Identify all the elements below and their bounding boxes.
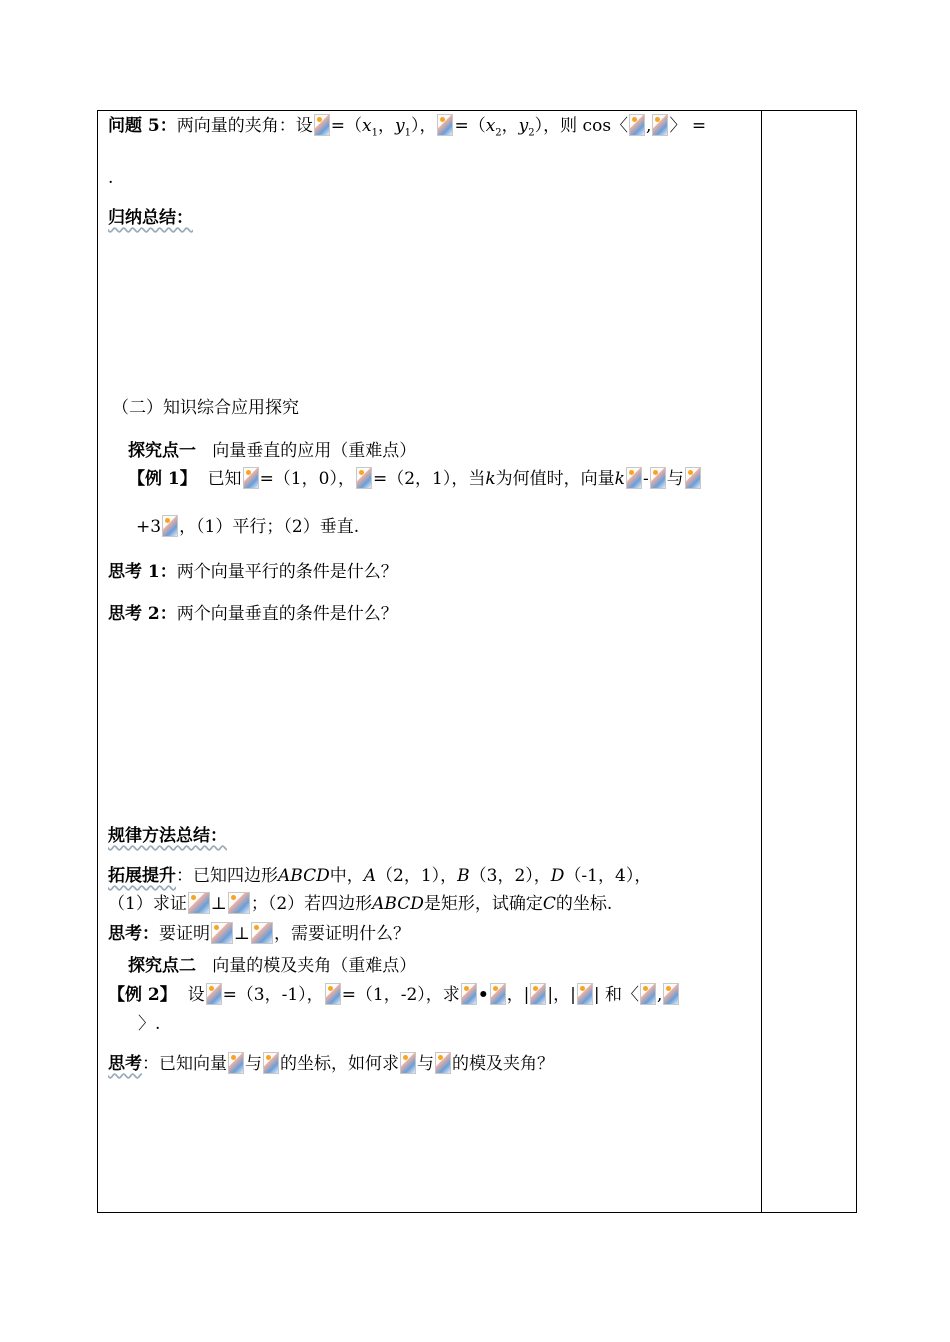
explore-point-2 [128, 954, 416, 978]
text: |，| [547, 985, 576, 1005]
text: 设 [187, 985, 205, 1005]
var: k [614, 469, 625, 489]
dot-operator: • [477, 985, 489, 1005]
think-4 [108, 1052, 554, 1076]
image-icon [577, 983, 593, 1005]
image-icon [461, 983, 477, 1005]
image-icon [162, 515, 178, 537]
text: 的模及夹角？ [452, 1054, 554, 1074]
think-label: 思考 2： [108, 604, 177, 624]
var: k [485, 469, 496, 489]
text: 与 [245, 1054, 262, 1074]
example-2 [108, 983, 680, 1007]
image-icon [211, 922, 233, 944]
text: 的坐标，如何求 [280, 1054, 399, 1074]
example-1-line-2 [136, 515, 359, 539]
point-text: 向量垂直的应用（重难点） [212, 441, 417, 461]
text: 两个向量垂直的条件是什么？ [176, 604, 398, 624]
image-icon [251, 922, 273, 944]
image-icon [228, 1052, 244, 1074]
image-icon [314, 114, 330, 136]
point-text: 向量的模及夹角（重难点） [212, 956, 417, 976]
extend [108, 864, 651, 888]
var: C [542, 894, 556, 914]
text: 中， [329, 866, 364, 886]
image-icon [652, 114, 668, 136]
sub: 1 [371, 127, 378, 139]
text: ，需要证明什么？ [274, 924, 410, 944]
text: 与 [666, 469, 684, 489]
text: 要证明 [159, 924, 210, 944]
think-label: 思考 [108, 1054, 142, 1074]
text: 是矩形，试确定 [423, 894, 543, 914]
var: B [457, 866, 470, 886]
summary-heading-2: 规律方法总结： [108, 826, 227, 846]
text: 与 [417, 1054, 434, 1074]
text: ：已知向量 [142, 1054, 227, 1074]
text: （3，2）， [469, 866, 551, 886]
var: ABCD [278, 866, 330, 886]
think-label: 思考 1： [108, 562, 177, 582]
think-label: 思考： [108, 924, 159, 944]
text: ， [377, 116, 395, 136]
image-icon [435, 1052, 451, 1074]
image-icon [437, 114, 453, 136]
var: y [518, 116, 529, 136]
text: | 和〈 [593, 985, 640, 1005]
image-icon [188, 892, 210, 914]
think-1 [108, 560, 398, 584]
text: 为何值时，向量 [495, 469, 615, 489]
image-icon [685, 467, 701, 489]
text: ：已知四边形 [176, 866, 278, 886]
text: （2，1）， [376, 866, 458, 886]
text: （1）求证 [108, 894, 187, 914]
sub: 1 [404, 127, 411, 139]
text: =（3，-1）， [222, 985, 324, 1005]
text: - [642, 469, 649, 489]
text: , [657, 985, 663, 1005]
image-icon [228, 892, 250, 914]
var: x [362, 116, 372, 136]
image-icon [325, 983, 341, 1005]
var: y [394, 116, 405, 136]
question-5-label: 问题 5： [108, 116, 177, 136]
image-icon [626, 467, 642, 489]
image-icon [530, 983, 546, 1005]
example-2-line-2: 〉. [138, 1014, 161, 1034]
think-3 [108, 922, 410, 946]
text: 两向量的夹角：设 [176, 116, 313, 136]
text: 两个向量平行的条件是什么？ [176, 562, 398, 582]
example-label: 【例 1】 [128, 469, 197, 489]
text: ，（1）平行；（2）垂直. [179, 517, 360, 537]
text: , [646, 116, 652, 136]
image-icon [356, 467, 372, 489]
summary-heading-1: 归纳总结： [108, 208, 193, 228]
text: （-1，4）， [564, 866, 652, 886]
image-icon [629, 114, 645, 136]
text: =（1，-2），求 [341, 985, 460, 1005]
text: =（ [330, 116, 362, 136]
text: ）， [410, 116, 437, 136]
text: =（2，1），当 [372, 469, 486, 489]
image-icon [206, 983, 222, 1005]
image-icon [400, 1052, 416, 1074]
var: ABCD [372, 894, 424, 914]
example-label: 【例 2】 [108, 985, 177, 1005]
extend-label: 拓展提升 [108, 866, 176, 886]
main-table [97, 110, 857, 1213]
image-icon [243, 467, 259, 489]
text: 的坐标. [555, 894, 613, 914]
text: ，| [506, 985, 530, 1005]
text: +3 [136, 517, 162, 537]
column-divider [761, 110, 762, 1213]
text: ⊥ [210, 894, 227, 914]
period: . [108, 168, 114, 188]
section-heading: （二）知识综合应用探究 [112, 398, 299, 418]
image-icon [650, 467, 666, 489]
var: D [550, 866, 565, 886]
image-icon [640, 983, 656, 1005]
text: ；（2）若四边形 [250, 894, 373, 914]
extend-line-2 [108, 892, 612, 916]
text: ），则 cos〈 [534, 116, 629, 136]
think-2 [108, 602, 398, 626]
var: A [363, 866, 377, 886]
var: x [485, 116, 496, 136]
point-label: 探究点一 [128, 441, 196, 461]
example-1 [128, 467, 702, 491]
text: =（ [454, 116, 486, 136]
image-icon [663, 983, 679, 1005]
point-label: 探究点二 [128, 956, 196, 976]
text: ⊥ [234, 924, 250, 944]
question-5 [108, 114, 706, 145]
text: 〉 = [669, 116, 707, 136]
image-icon [263, 1052, 279, 1074]
explore-point-1 [128, 439, 416, 463]
text: ， [501, 116, 519, 136]
image-icon [490, 983, 506, 1005]
sub: 2 [495, 127, 502, 139]
text: =（1，0）， [259, 469, 355, 489]
sub: 2 [528, 127, 535, 139]
text: 已知 [207, 469, 242, 489]
